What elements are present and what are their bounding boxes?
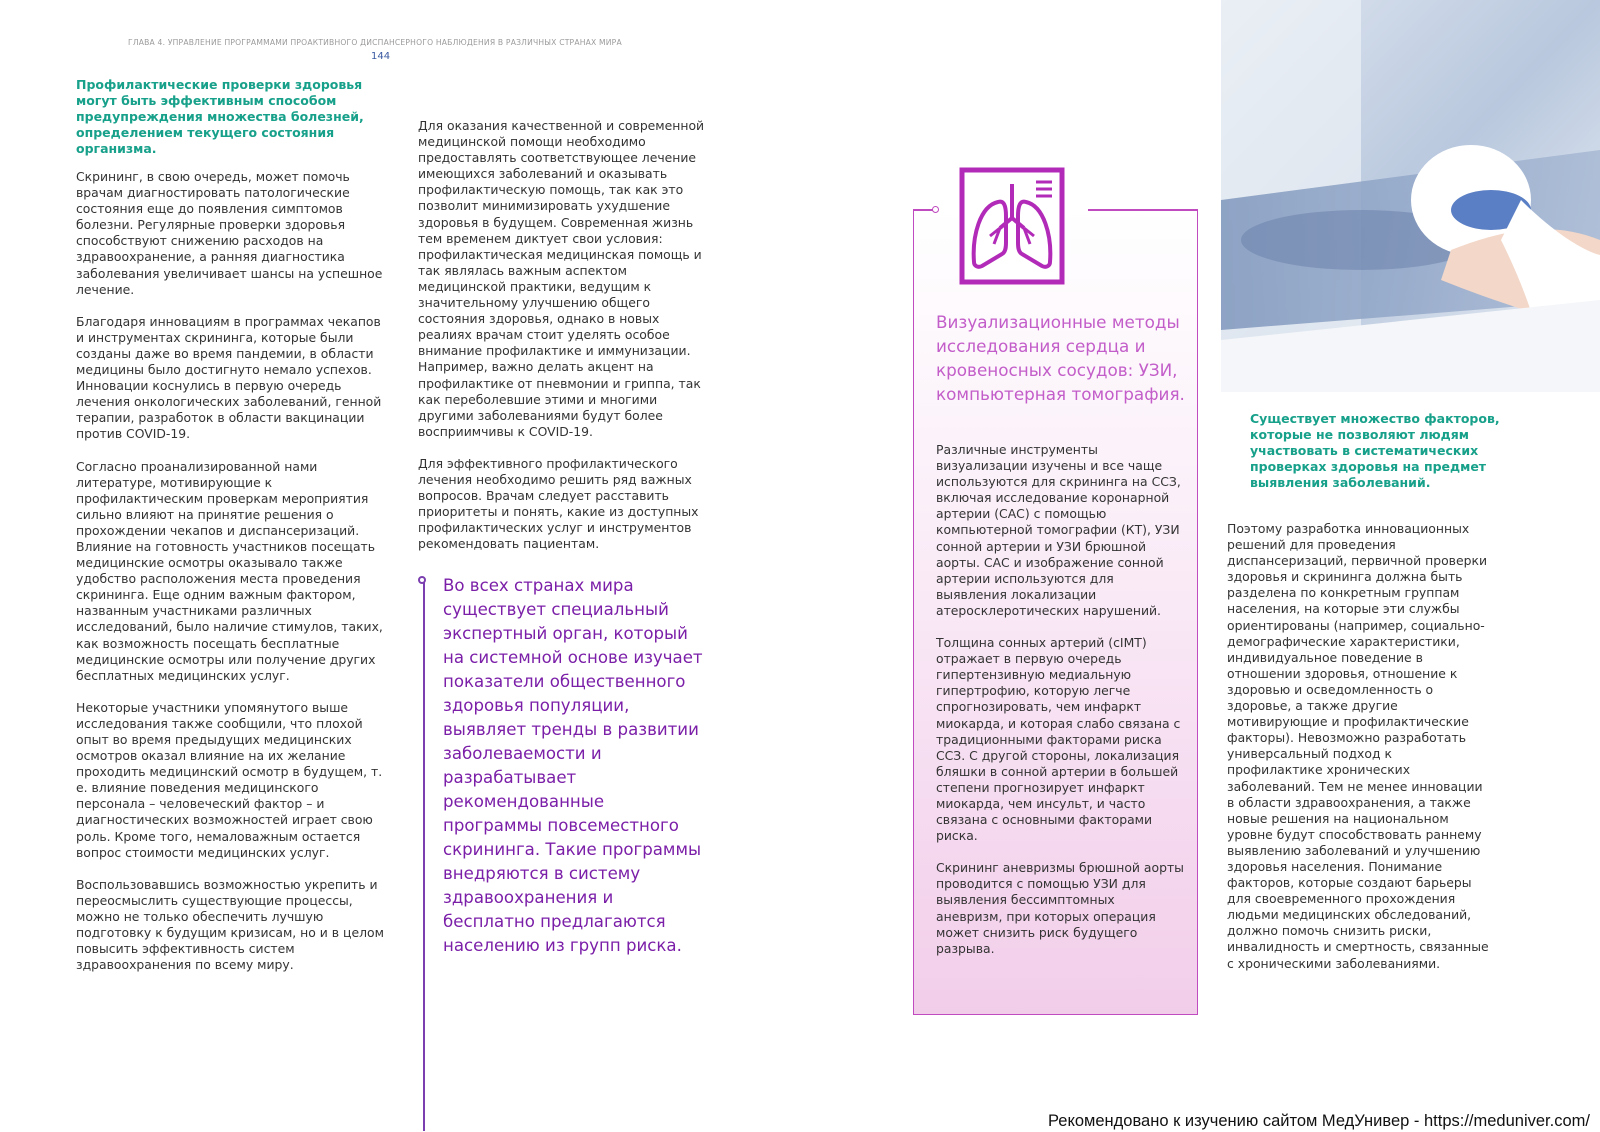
panel-top-border-right: [1088, 209, 1198, 211]
col1-paragraph: Согласно проанализированной нами литературе, мотивирующие к профилактическим проверкам мероприятия сильно влияют на принятие решения о прохождении чекапов и диспансеризаций. Влияние на готовность участников посещать медицинские осмотры оказывало также удобство расположения места проведения скрининга. Еще одним важным фактором, названным участниками различных исследований, было наличие стимулов, таких, как возможность посещать бесплатные медицинские осмотры или получение других бесплатных медицинских услуг.: [76, 458, 383, 683]
lungs-icon: [958, 166, 1066, 286]
panel-paragraph: Скрининг аневризмы брюшной аорты проводится с помощью УЗИ для выявления бессимптомных аневризм, при которых операция может снизить риск будущего разрыва.: [936, 860, 1184, 956]
column-1: [76, 77, 388, 989]
panel-border-dot: [932, 206, 939, 213]
column-4: [1227, 521, 1489, 988]
panel-paragraph: Различные инструменты визуализации изучены и все чаще используются для скрининга на ССЗ, включая исследование коронарной артерии (САС) с помощью компьютерной томографии (КТ), УЗИ сонной артерии и УЗИ брюшной аорты. САС и изображение сонной артерии используются для выявления локализации атеросклеротических нарушений.: [936, 442, 1181, 618]
col1-paragraph: Скрининг, в свою очередь, может помочь врачам диагностировать патологические состояния еще до появления симптомов болезни. Регулярные проверки здоровья способствуют снижению расходов на здравоохранение, а ранняя диагностика заболевания увеличивает шансы на успешное лечение.: [76, 169, 383, 297]
page-number: 144: [371, 51, 391, 62]
quote-rule-dot: [418, 576, 426, 584]
col1-lead: Профилактические проверки здоровья могут быть эффективным способом предупреждения множества болезней, определением текущего состояния организма.: [76, 77, 364, 156]
panel-title: Визуализационные методы исследования сердца и кровеносных сосудов: УЗИ, компьютерная томография.: [936, 312, 1185, 404]
col4-paragraph: Поэтому разработка инновационных решений для проведения диспансеризаций, первичной проверки здоровья и скрининга должна быть разделена по конкретным группам населения, на которые эти службы ориентированы (например, социально-демографические характеристики, индивидуальное поведение в отношении здоровья, отношение к здоровью и осведомленность о здоровье, а также другие мотивирующие и профилактические факторы). Невозможно разработать универсальный подход к профилактике хронических заболеваний. Тем не менее инновации в области здравоохранения, а также новые решения на национальном уровне будут способствовать раннему выявлению заболеваний и улучшению здоровья населения. Понимание факторов, которые создают барьеры для своевременного прохождения людьми медицинских обследований, должно помочь снизить риски, инвалидность и смертность, связанные с хроническими заболеваниями.: [1227, 521, 1489, 971]
col4-lead: Существует множество факторов, которые не позволяют людям участвовать в систематических проверках здоровья на предмет выявления заболеваний.: [1250, 411, 1500, 490]
chapter-header: ГЛАВА 4. УПРАВЛЕНИЕ ПРОГРАММАМИ ПРОАКТИВНОГО ДИСПАНСЕРНОГО НАБЛЮДЕНИЯ В РАЗЛИЧНЫХ СТРАНАХ МИРА: [128, 38, 622, 47]
column-2: [418, 118, 714, 568]
quote-rule: [423, 580, 425, 1131]
col1-paragraph: Благодаря инновациям в программах чекапов и инструментах скрининга, которые были созданы даже во время пандемии, в области медицины было достигнуто немало успехов. Инновации коснулись в первую очередь лечения онкологических заболеваний, генной терапии, разработок в области вакцинации против COVID-19.: [76, 313, 382, 442]
col2-paragraph: Для эффективного профилактического лечения необходимо решить ряд важных вопросов. Врачам следует расставить приоритеты и понять, какие из доступных профилактических услуг и инструментов рекомендовать пациентам.: [418, 455, 699, 552]
pull-quote: Во всех странах мира существует специальный экспертный орган, который на системной основе изучает показатели общественного здоровья популяции, выявляет тренды в развитии заболеваемости и разрабатывает рекомендованные программы повсеместного скрининга. Такие программы внедряются в систему здравоохранения и бесплатно предлагаются населению из групп риска.: [443, 576, 703, 955]
ultrasound-photo-illustration: [1221, 0, 1600, 392]
footer-recommendation: Рекомендовано к изучению сайтом МедУнивер - https://meduniver.com/: [1048, 1112, 1590, 1130]
panel-paragraph: Толщина сонных артерий (cIMT) отражает в первую очередь гипертензивную медиальную гипертрофию, которую легче спрогнозировать, чем инфаркт миокарда, и которая слабо связана с традиционными факторами риска ССЗ. С другой стороны, локализация бляшки в сонной артерии в большей степени прогнозирует инфаркт миокарда, чем инсульт, и часто связана с основными факторами риска.: [936, 635, 1181, 844]
col1-paragraph: Некоторые участники упомянутого выше исследования также сообщили, что плохой опыт во время предыдущих медицинских осмотров оказал влияние на их желание проходить медицинский осмотр в будущем, т. е. влияние поведения медицинского персонала – человеческий фактор – и диагностических возможностей играет свою роль. Кроме того, немаловажным остается вопрос стоимости медицинских услуг.: [76, 699, 383, 860]
panel-body: [936, 442, 1184, 973]
ultrasound-photo: [1221, 0, 1600, 392]
col1-paragraph: Воспользовавшись возможностью укрепить и переосмыслить существующие процессы, можно не только обеспечить лучшую подготовку к будущим кризисам, но и в целом повысить эффективность систем здравоохранения по всему миру.: [76, 876, 384, 973]
col2-paragraph: Для оказания качественной и современной медицинской помощи необходимо предоставлять соответствующее лечение имеющихся заболеваний и оказывать профилактическую помощь, так как это позволит минимизировать ухудшение здоровья в будущем. Современная жизнь тем временем диктует свои условия: профилактическая медицинская помощь и так являлась важным аспектом медицинской практики, ведущим к значительному улучшению общего состояния здоровья, однако в новых реалиях врачам стоит уделять особое внимание профилактике и иммунизации. Например, важно делать акцент на профилактике от пневмонии и гриппа, так как переболевшие этими и многими другими заболеваниями будут более восприимчивы к COVID-19.: [418, 118, 705, 439]
